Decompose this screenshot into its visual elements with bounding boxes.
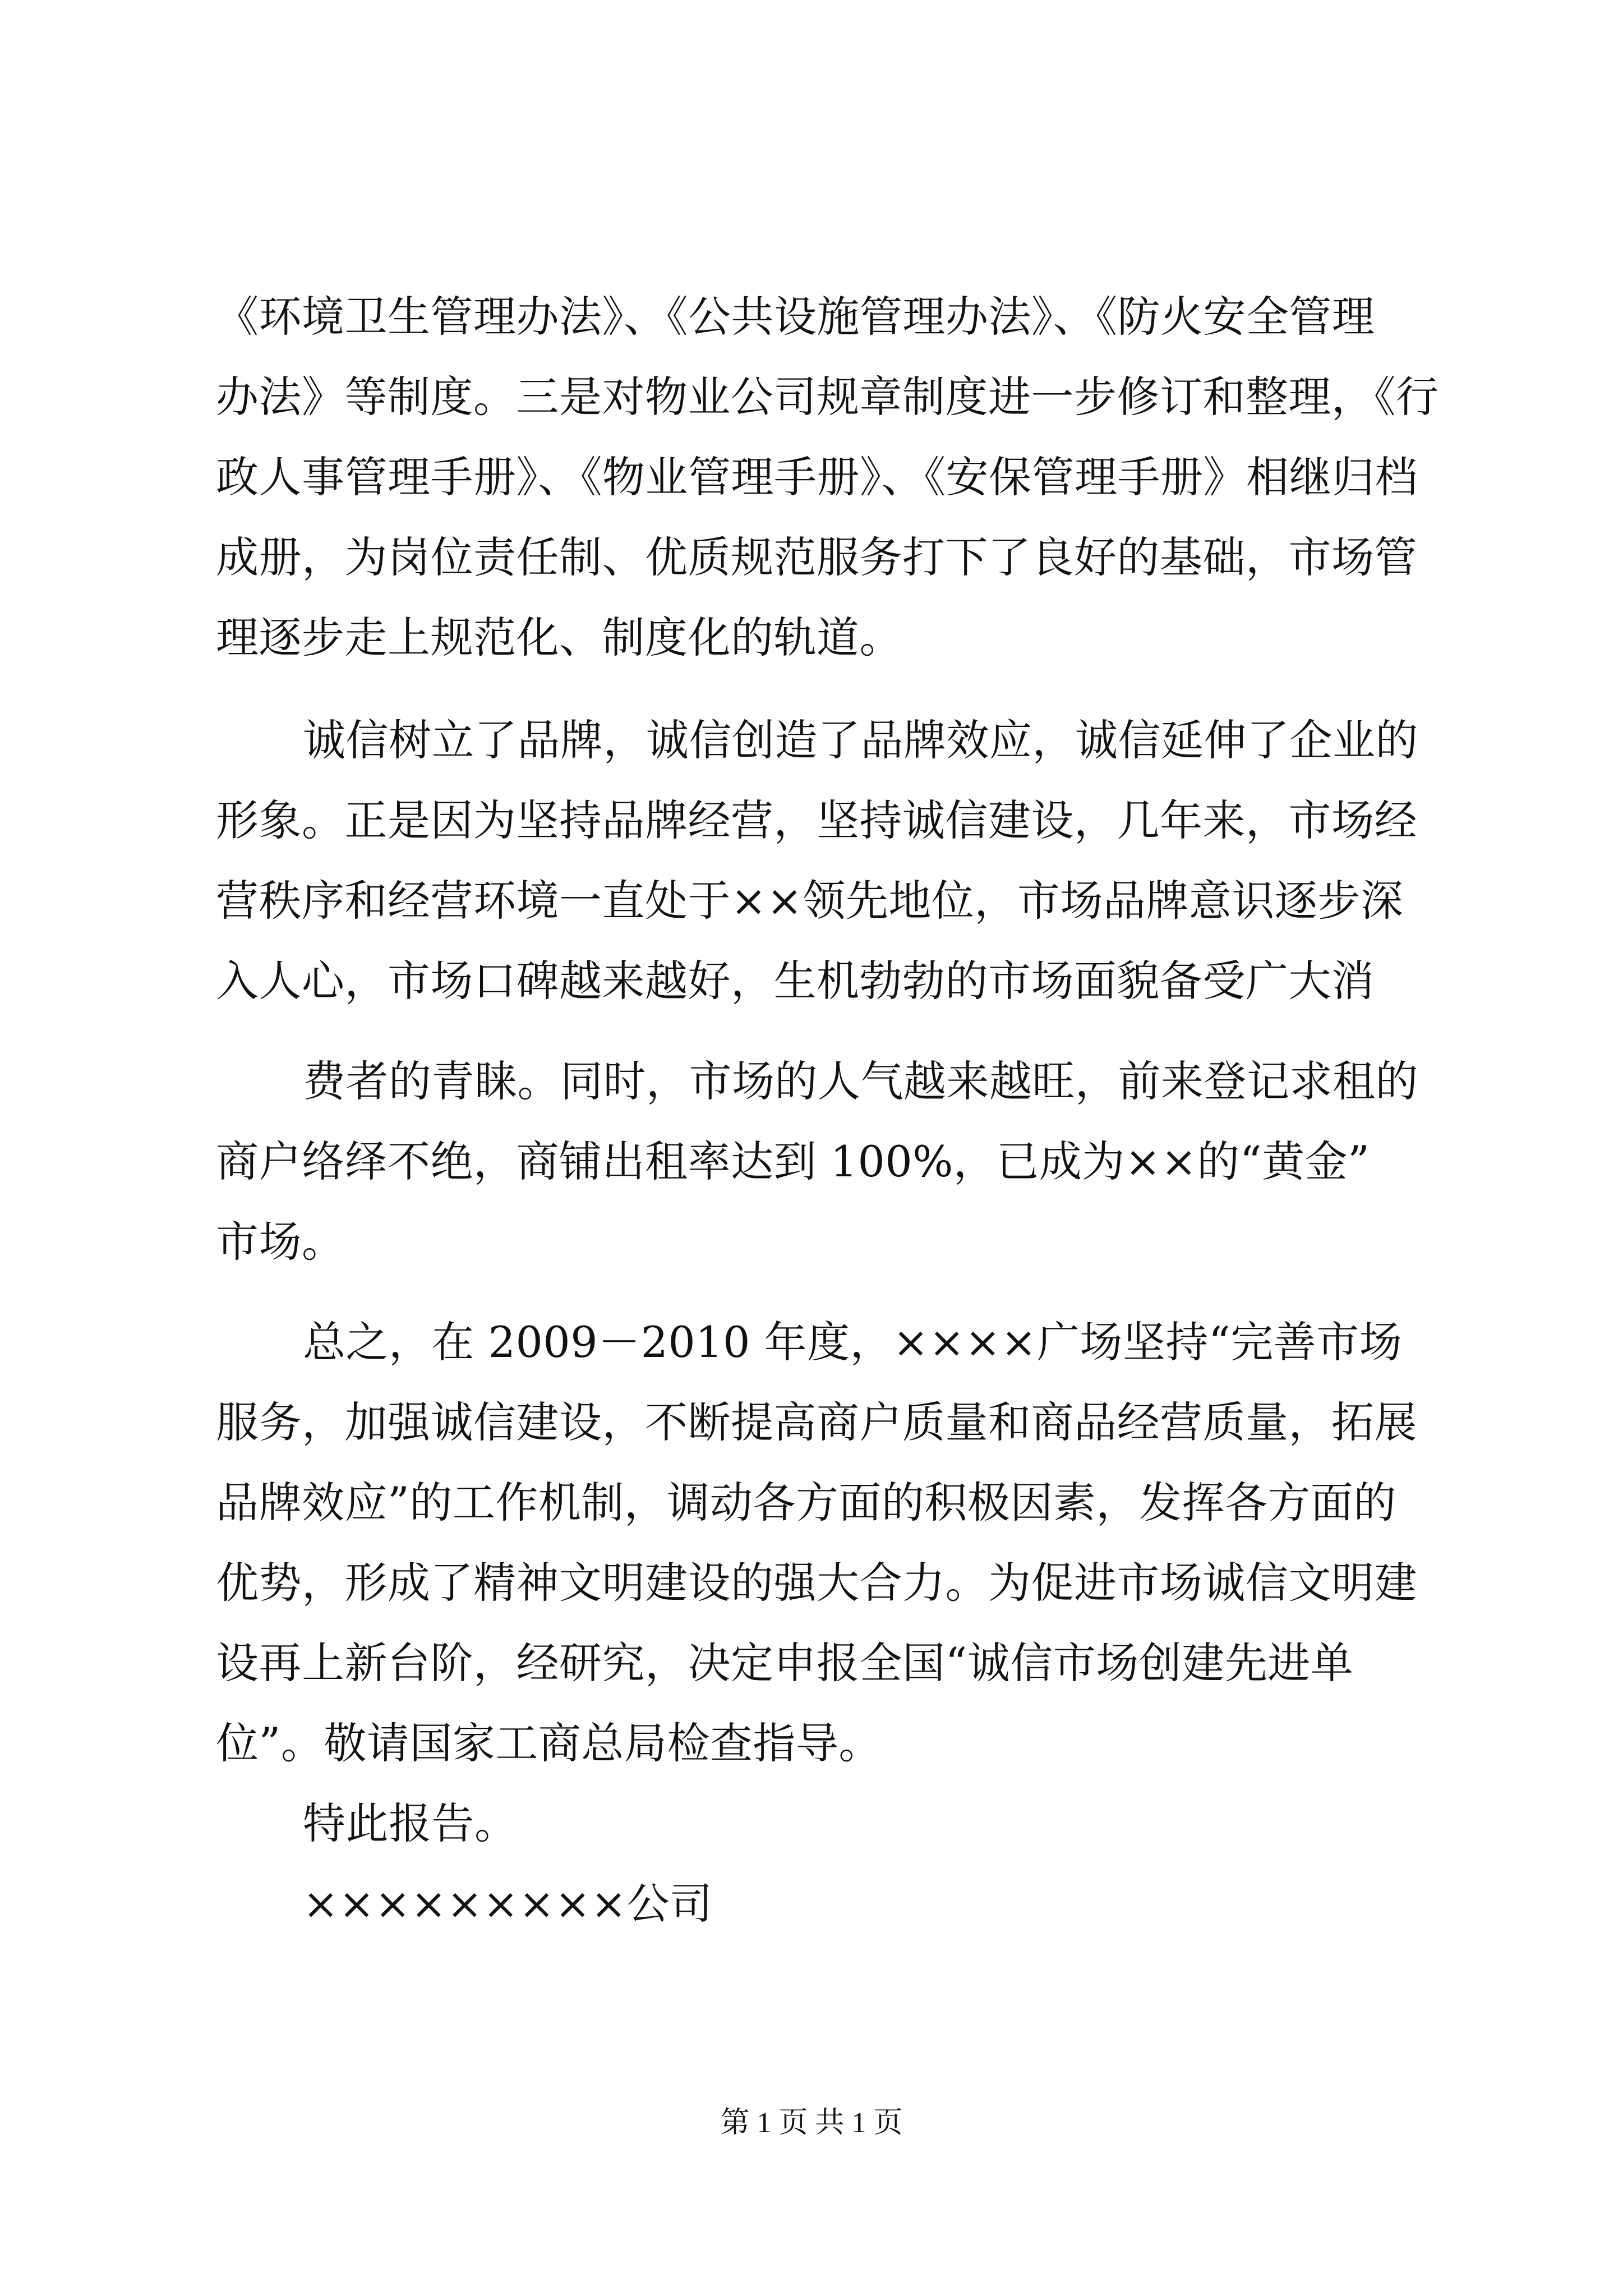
body-line: 《环境卫生管理办法》、《公共设施管理办法》、《防火安全管理 xyxy=(216,292,1375,342)
body-line: 服务，加强诚信建设，不断提高商户质量和商品经营质量，拓展 xyxy=(216,1397,1417,1447)
body-line: 市场。 xyxy=(216,1217,345,1267)
body-line: 办法》等制度。三是对物业公司规章制度进一步修订和整理，《行 xyxy=(216,372,1439,422)
body-line: 形象。正是因为坚持品牌经营，坚持诚信建设，几年来，市场经 xyxy=(216,795,1417,845)
body-line: 品牌效应”的工作机制，调动各方面的积极因素，发挥各方面的 xyxy=(216,1478,1396,1527)
body-line: 入人心，市场口碑越来越好，生机勃勃的市场面貌备受广大消 xyxy=(216,956,1375,1006)
body-line: 商户络绎不绝，商铺出租率达到 100%，已成为××的“黄金” xyxy=(216,1137,1370,1186)
company-signature: ×××××××××公司 xyxy=(303,1879,713,1929)
closing-line: 特此报告。 xyxy=(303,1798,518,1848)
page-footer: 第 1 页 共 1 页 xyxy=(720,2107,903,2139)
body-line: 营秩序和经营环境一直处于××领先地位，市场品牌意识逐步深 xyxy=(216,876,1404,926)
body-line: 费者的青睐。同时，市场的人气越来越旺，前来登记求租的 xyxy=(303,1056,1418,1106)
body-line: 优势，形成了精神文明建设的强大合力。为促进市场诚信文明建 xyxy=(216,1558,1417,1608)
body-line: 位”。敬请国家工商总局检查指导。 xyxy=(216,1718,882,1768)
body-line: 设再上新台阶，经研究，决定申报全国“诚信市场创建先进单 xyxy=(216,1638,1354,1688)
body-line: 理逐步走上规范化、制度化的轨道。 xyxy=(216,613,902,662)
body-line: 诚信树立了品牌，诚信创造了品牌效应，诚信延伸了企业的 xyxy=(303,715,1418,765)
body-line: 总之，在 2009－2010 年度，××××广场坚持“完善市场 xyxy=(303,1317,1403,1367)
body-line: 成册，为岗位责任制、优质规范服务打下了良好的基础，市场管 xyxy=(216,532,1417,582)
body-line: 政人事管理手册》、《物业管理手册》、《安保管理手册》相继归档 xyxy=(216,452,1418,502)
